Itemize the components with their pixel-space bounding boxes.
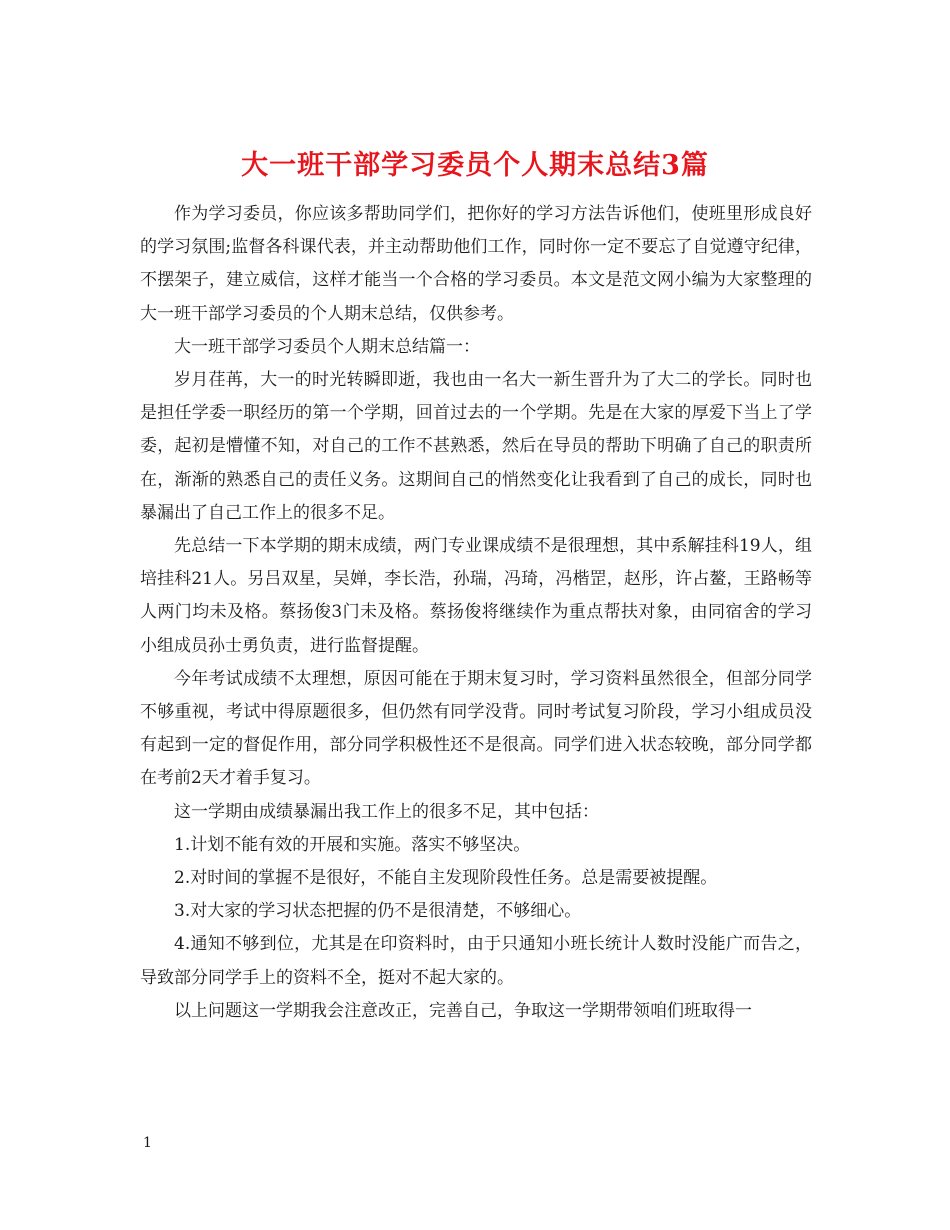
paragraph-closing: 以上问题这一学期我会注意改正，完善自己，争取这一学期带领咱们班取得一 [174,1000,752,1021]
paragraph-reflection: 岁月荏苒，大一的时光转瞬即逝，我也由一名大一新生晋升为了大二的学长。同时也是担任学委一职经历的第一个学期，回首过去的一个学期。先是在大家的厚爱下当上了学委，起初是懵懂不知，对自己的工作不甚熟悉，然后在导员的帮助下明确了自己的职责所在，渐渐的熟悉自己的责任义务。这期间自己的悄然变化让我看到了自己的成长，同时也暴漏出了自己工作上的很多不足。 [140,370,812,523]
document-title: 大一班干部学习委员个人期末总结3篇 [241,150,709,182]
page-number: 1 [143,1135,152,1151]
paragraph-shortcomings-intro: 这一学期由成绩暴漏出我工作上的很多不足，其中包括： [174,801,599,822]
list-item-1: 1.计划不能有效的开展和实施。落实不够坚决。 [174,834,531,855]
document-body [140,198,812,1028]
paragraph-intro: 作为学习委员，你应该多帮助同学们，把你好的学习方法告诉他们，使班里形成良好的学习氛围;监督各科课代表，并主动帮助他们工作，同时你一定不要忘了自觉遵守纪律，不摆架子，建立威信，这样才能当一个合格的学习委员。本文是范文网小编为大家整理的大一班干部学习委员的个人期末总结，仅供参考。 [140,204,812,324]
list-item-2: 2.对时间的掌握不是很好，不能自主发现阶段性任务。总是需要被提醒。 [174,868,718,889]
paragraph-section-heading: 大一班干部学习委员个人期末总结篇一： [174,336,480,357]
list-item-4: 4.通知不够到位，尤其是在印资料时，由于只通知小班长统计人数时没能广而告之，导致部分同学手上的资料不全，挺对不起大家的。 [140,934,812,988]
paragraph-grades: 先总结一下本学期的期末成绩，两门专业课成绩不是很理想，其中系解挂科19人，组培挂科21人。另吕双星，吴婵，李长浩，孙瑞，冯琦，冯楷罡，赵彤，许占鳌，王路畅等人两门均未及格。蔡扬俊3门未及格。蔡扬俊将继续作为重点帮扶对象，由同宿舍的学习小组成员孙士勇负责，进行监督提醒。 [140,536,812,656]
paragraph-exam-analysis: 今年考试成绩不太理想，原因可能在于期末复习时，学习资料虽然很全，但部分同学不够重视，考试中得原题很多，但仍然有同学没背。同时考试复习阶段，学习小组成员没有起到一定的督促作用，部分同学积极性还不是很高。同学们进入状态较晚，部分同学都在考前2天才着手复习。 [140,668,812,789]
list-item-3: 3.对大家的学习状态把握的仍不是很清楚，不够细心。 [174,901,582,922]
